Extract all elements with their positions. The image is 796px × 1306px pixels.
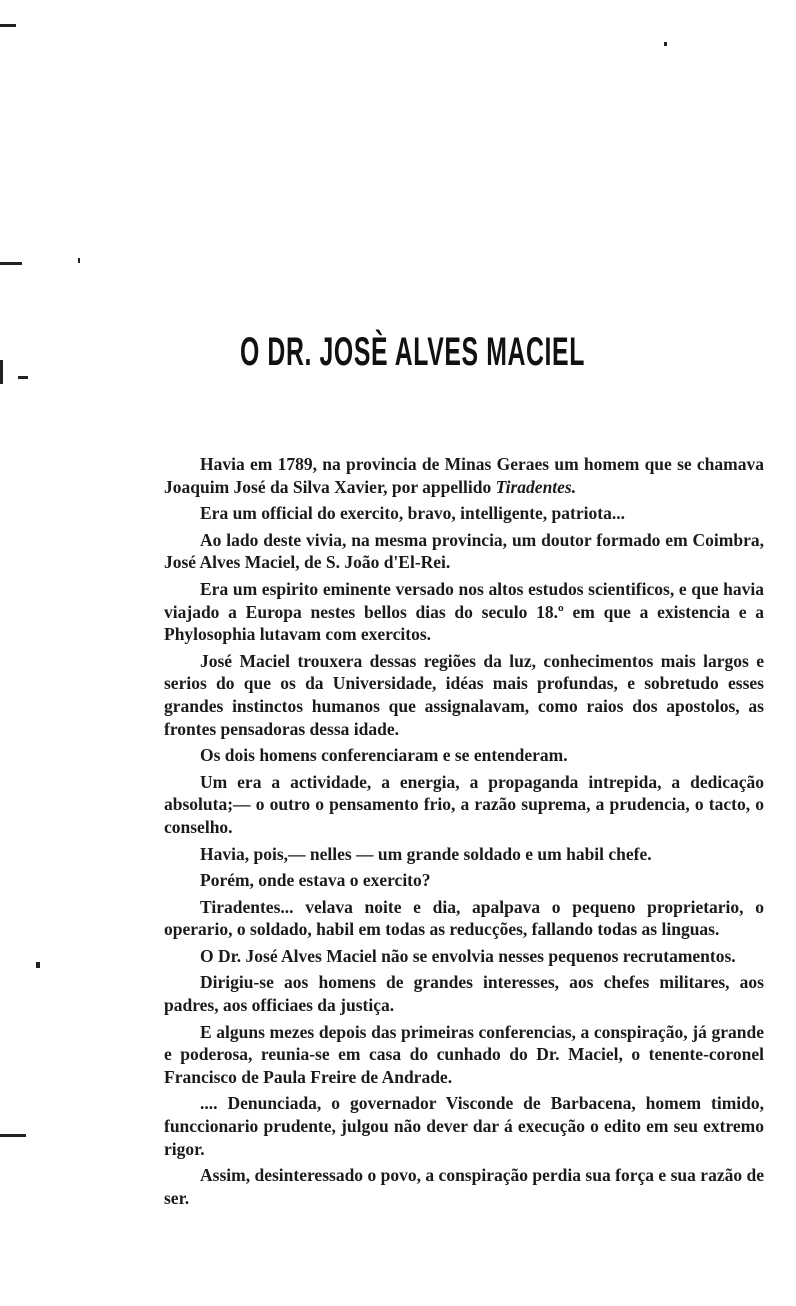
scan-mark: [36, 962, 40, 968]
paragraph: .... Denunciada, o governador Visconde de Barbacena, homem timido, funccionario prudente, julgou não dever dar á execução o edito em seu extremo rigor.: [164, 1093, 764, 1159]
scan-mark: [18, 376, 28, 379]
paragraph: Havia em 1789, na provincia de Minas Geraes um homem que se chamava Joaquim José da Silva Xavier, por appellido Tiradentes.: [164, 454, 764, 497]
scan-mark: [0, 360, 3, 384]
scan-mark: [0, 262, 22, 265]
paragraph: Porém, onde estava o exercito?: [200, 870, 431, 891]
paragraph: Um era a actividade, a energia, a propaganda intrepida, a dedicação absoluta;— o outro o pensamento frio, a razão suprema, a prudencia, o tacto, o conselho.: [164, 771, 764, 837]
paragraph: José Maciel trouxera dessas regiões da luz, conhecimentos mais largos e serios do que os da Universidade, idéas mais profundas, e sobretudo esses grandes instinctos humanos que assignalavam, como raios dos apostolos, as frontes pensadoras dessa idade.: [164, 650, 764, 739]
paragraph: Era um official do exercito, bravo, intelligente, patriota...: [200, 503, 625, 524]
body-text: [164, 453, 764, 1213]
scan-mark: [664, 42, 667, 46]
paragraph: Tiradentes... velava noite e dia, apalpava o pequeno proprietario, o operario, o soldado, habil em todas as reducções, fallando todas as linguas.: [164, 896, 764, 940]
paragraph: E alguns mezes depois das primeiras conferencias, a conspiração, já grande e poderosa, reunia-se em casa do cunhado do Dr. Maciel, o tenente-coronel Francisco de Paula Freire de Andrade.: [164, 1021, 764, 1087]
scan-mark: [0, 24, 16, 27]
paragraph: Havia, pois,— nelles — um grande soldado e um habil chefe.: [200, 843, 652, 864]
paragraph: Assim, desinteressado o povo, a conspiração perdia sua força e sua razão de ser.: [164, 1165, 764, 1208]
paragraph: Ao lado deste vivia, na mesma provincia, um doutor formado em Coimbra, José Alves Maciel, de S. João d'El-Rei.: [164, 529, 764, 573]
scan-mark: [78, 258, 80, 263]
paragraph: Era um espirito eminente versado nos altos estudos scientificos, e que havia viajado a Europa nestes bellos dias do seculo 18.º em que a existencia e a Phylosophia lutavam com exercitos.: [164, 578, 764, 645]
paragraph: O Dr. José Alves Maciel não se envolvia nesses pequenos recrutamentos.: [200, 945, 736, 966]
page-title: O DR. JOSÈ ALVES MACIEL: [240, 330, 585, 374]
paragraph: Os dois homens conferenciaram e se entenderam.: [200, 745, 568, 766]
paragraph: Dirigiu-se aos homens de grandes interesses, aos chefes militares, aos padres, aos officiaes da justiça.: [164, 972, 764, 1016]
scan-mark: [0, 1134, 26, 1137]
